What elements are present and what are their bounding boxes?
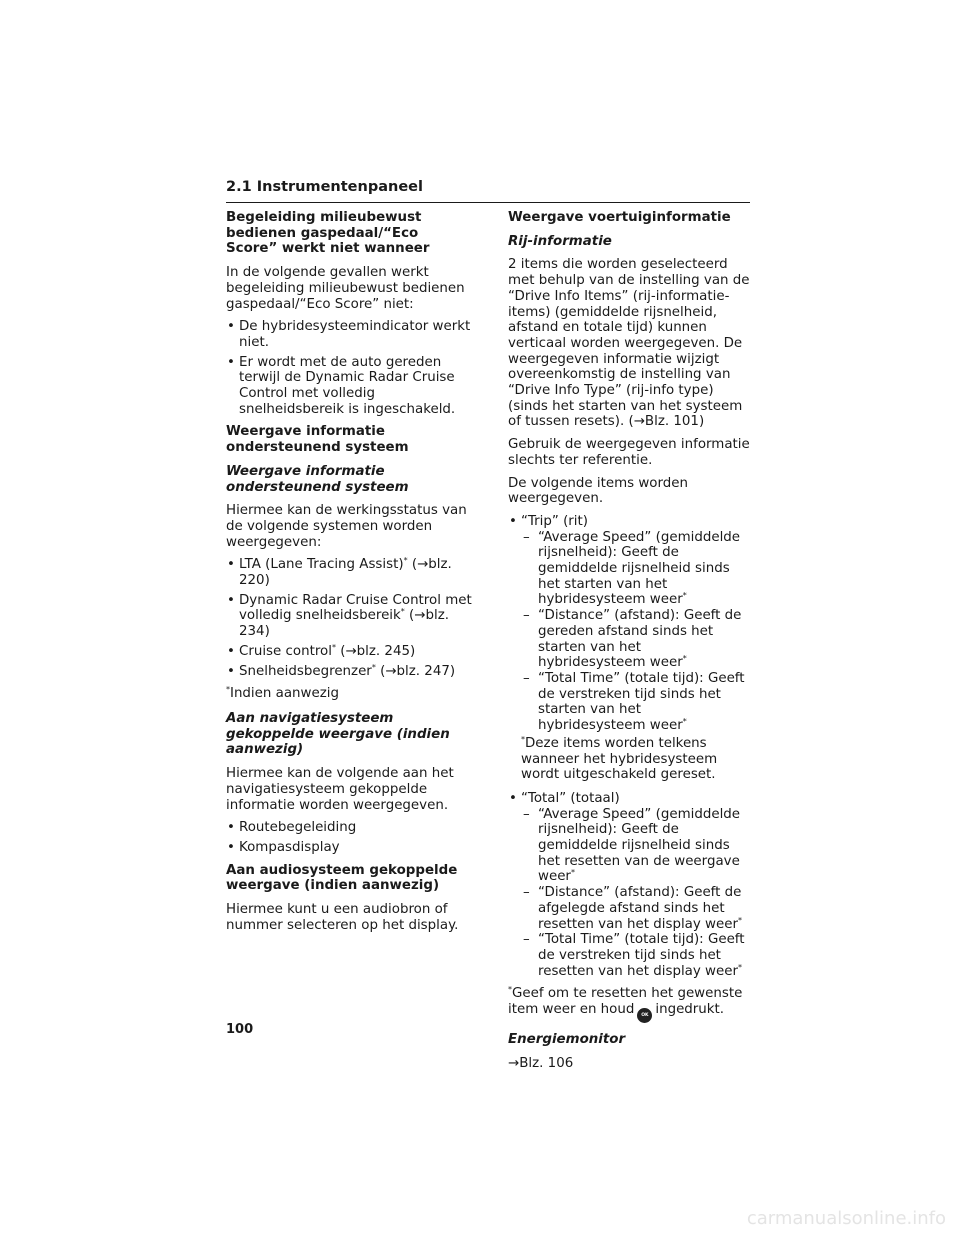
heading-vehicle-info: Weergave voertuiginformatie — [508, 210, 731, 225]
list-item: • Snelheidsbegrenzer* (→blz. 247) — [226, 664, 472, 680]
section-header — [226, 180, 750, 203]
page-reference-link[interactable]: blz. 245 — [356, 643, 410, 659]
list-item: • Routebegeleiding — [226, 820, 472, 836]
sublist-item: – “Distance” (afstand): Geeft de afgelegde afstand sinds het resetten van het display weer* — [521, 885, 752, 932]
subheading-drive-info: Rij-informatie — [508, 233, 612, 249]
paragraph-items-shown: De volgende items worden weergegeven. — [508, 475, 688, 507]
section-title: 2.1 Instrumentenpaneel — [226, 179, 423, 195]
heading-audio: Aan audiosysteem gekoppelde weergave (indien aanwezig) — [226, 862, 458, 894]
ok-button-icon: OK — [637, 1008, 652, 1023]
list-item-trip: • “Trip” (rit) – “Average Speed” (gemiddelde rijsnelheid): Geeft de gemiddelde rijsnelheid sinds het starten van het hybridesysteem weer* – “Distance” (afstand): Geeft de gereden afstand sinds het starten van het hybridesysteem weer* – “Total Time” (totale tijd): Geeft de verstreken tijd sinds het starten van het hybridesysteem weer* *Deze items worden telkens wanneer het hybridesysteem wordt uitgeschakeld gereset. — [508, 514, 752, 783]
page-reference-link[interactable]: blz. 247 — [396, 663, 450, 679]
reset-footnote: *Geef om te resetten het gewenste item weer en houd OK ingedrukt. — [508, 986, 752, 1023]
total-sublist — [521, 807, 752, 980]
paragraph-drive-info: 2 items die worden geselecteerd met behulp van de instelling van de “Drive Info Items” (rij-informatie-items) (gemiddelde rijsnelheid, afstand en totale tijd) kunnen verticaal worden weergegeven. De weergegeven informatie wijzigt overeenkomstig de instelling van “Drive Info Type” (rij-info type) (sinds het starten van het systeem of tussen resets). (→Blz. 101) — [508, 257, 750, 430]
watermark: carmanualsonline.info — [746, 1208, 946, 1229]
page-reference-link[interactable]: blz. 220 — [239, 557, 452, 589]
paragraph-support-intro: Hiermee kan de werkingsstatus van de volgende systemen worden weergegeven: — [226, 503, 467, 550]
subheading-support-system: Weergave informatie ondersteunend systeem — [226, 463, 409, 495]
left-column — [226, 210, 472, 940]
footnote: *Indien aanwezig — [226, 685, 339, 702]
heading-eco-score: Begeleiding milieubewust bedienen gaspedaal/“Eco Score” werkt niet wanneer — [226, 210, 430, 257]
list-item: • De hybridesysteemindicator werkt niet. — [226, 319, 472, 350]
paragraph-eco-intro: In de volgende gevallen werkt begeleiding milieubewust bedienen gaspedaal/“Eco Score” niet: — [226, 265, 465, 312]
page-reference-link[interactable]: Blz. 106 — [519, 1055, 574, 1071]
paragraph-audio: Hiermee kunt u een audiobron of nummer selecteren op het display. — [226, 902, 459, 933]
right-column — [508, 210, 752, 1078]
list-item: • Dynamic Radar Cruise Control met volledig snelheidsbereik* (→blz. 234) — [226, 593, 472, 640]
support-systems-list — [226, 557, 472, 679]
eco-conditions-list — [226, 319, 472, 417]
trip-sublist — [521, 530, 752, 734]
heading-support-system: Weergave informatie ondersteunend systeem — [226, 424, 409, 456]
sublist-item: – “Average Speed” (gemiddelde rijsnelheid): Geeft de gemiddelde rijsnelheid sinds het starten van het hybridesysteem weer* — [521, 530, 752, 609]
list-item: • Cruise control* (→blz. 245) — [226, 644, 472, 660]
trip-footnote: *Deze items worden telkens wanneer het hybridesysteem wordt uitgeschakeld gereset. — [521, 734, 718, 783]
sublist-item: – “Total Time” (totale tijd): Geeft de verstreken tijd sinds het starten van het hybridesysteem weer* — [521, 671, 752, 734]
list-item: • Kompasdisplay — [226, 840, 472, 856]
list-item: • LTA (Lane Tracing Assist)* (→blz. 220) — [226, 557, 472, 588]
page-number: 100 — [226, 1022, 254, 1037]
page-reference-link[interactable]: blz. 234 — [239, 608, 450, 640]
navigation-list — [226, 820, 472, 855]
subheading-navigation: Aan navigatiesysteem gekoppelde weergave (indien aanwezig) — [226, 710, 450, 758]
list-item-total: • “Total” (totaal) – “Average Speed” (gemiddelde rijsnelheid): Geeft de gemiddelde rijsnelheid sinds het resetten van de weergave weer* – “Distance” (afstand): Geeft de afgelegde afstand sinds het resetten van het display weer* – “Total Time” (totale tijd): Geeft de verstreken tijd sinds het resetten van het display weer* — [508, 791, 752, 979]
drive-info-list — [508, 514, 752, 979]
page-reference-link[interactable]: Blz. 101 — [644, 414, 699, 430]
paragraph-energy-ref: →Blz. 106 — [508, 1055, 574, 1071]
sublist-item: – “Distance” (afstand): Geeft de gereden afstand sinds het starten van het hybridesysteem weer* — [521, 608, 752, 671]
subheading-energy-monitor: Energiemonitor — [508, 1032, 626, 1048]
sublist-item: – “Average Speed” (gemiddelde rijsnelheid): Geeft de gemiddelde rijsnelheid sinds het resetten van de weergave weer* — [521, 807, 752, 886]
paragraph-navigation: Hiermee kan de volgende aan het navigatiesysteem gekoppelde informatie worden weergegeven. — [226, 766, 454, 813]
sublist-item: – “Total Time” (totale tijd): Geeft de verstreken tijd sinds het resetten van het display weer* — [521, 932, 752, 979]
list-item: • Er wordt met de auto gereden terwijl de Dynamic Radar Cruise Control met volledig snelheidsbereik is ingeschakeld. — [226, 355, 472, 418]
paragraph-reference-only: Gebruik de weergegeven informatie slechts ter referentie. — [508, 437, 750, 468]
